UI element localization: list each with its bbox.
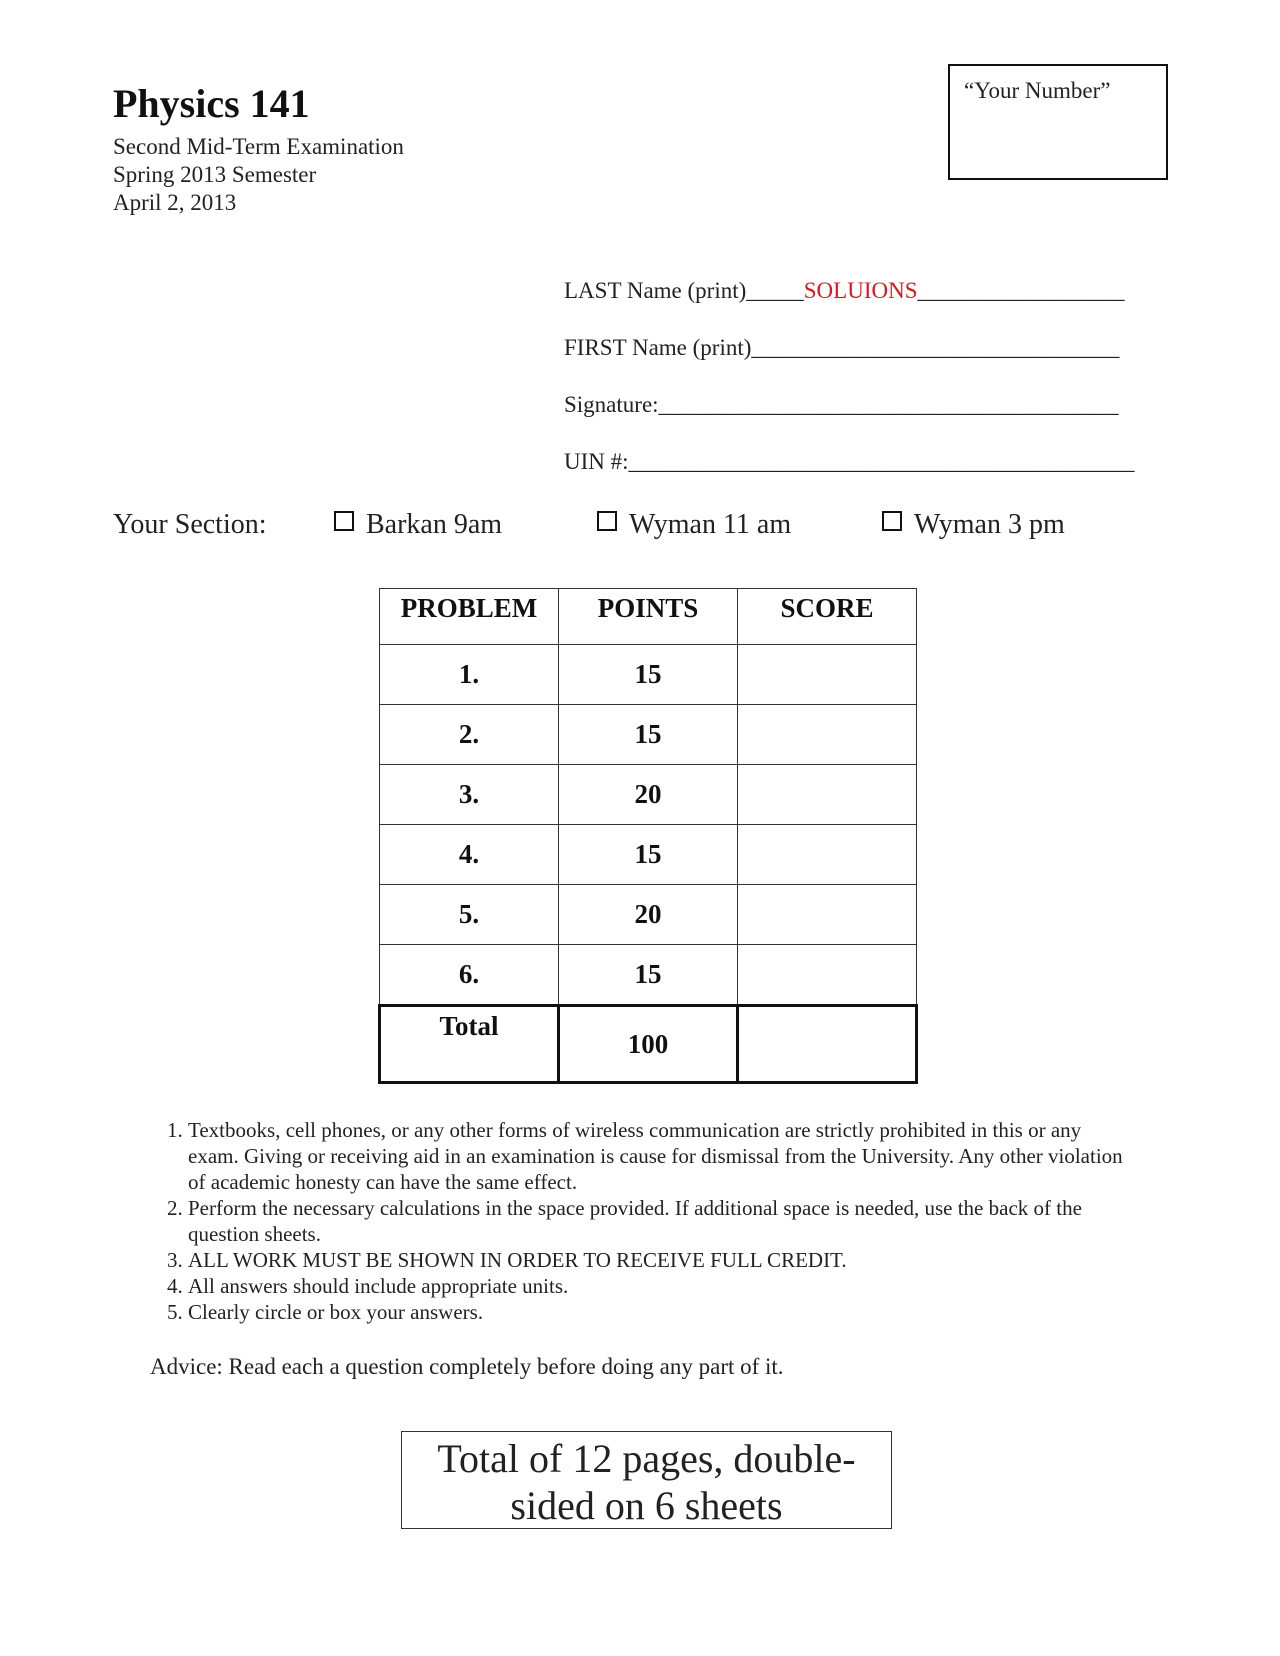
section-option-barkan[interactable] <box>334 511 502 539</box>
header-points: POINTS <box>559 589 738 645</box>
points-cell: 15 <box>559 945 738 1006</box>
total-points: 100 <box>559 1006 738 1083</box>
last-name-field[interactable] <box>564 279 1125 302</box>
points-cell: 15 <box>559 825 738 885</box>
rule-item: 3. ALL WORK MUST BE SHOWN IN ORDER TO RECEIVE FULL CREDIT. <box>188 1247 1130 1273</box>
signature-field[interactable]: Signature:________________________________________ <box>564 392 1119 417</box>
score-cell[interactable] <box>738 885 917 945</box>
checkbox-icon[interactable] <box>334 511 354 531</box>
problem-cell: 2. <box>380 705 559 765</box>
points-cell: 15 <box>559 645 738 705</box>
section-option-wyman-3[interactable] <box>882 511 1065 539</box>
table-row <box>380 825 917 885</box>
exam-title: Physics 141 <box>113 81 310 126</box>
exam-date: April 2, 2013 <box>113 190 237 215</box>
checkbox-icon[interactable] <box>597 511 617 531</box>
rule-item: 1. Textbooks, cell phones, or any other forms of wireless communication are strictly prohibited in this or any exam. Giving or receiving aid in an examination is cause for dismissal from the University. Any other violation of academic honesty can have the same effect. <box>188 1117 1130 1195</box>
exam-semester: Spring 2013 Semester <box>113 162 317 187</box>
rule-item: 2. Perform the necessary calculations in the space provided. If additional space is needed, use the back of the question sheets. <box>188 1195 1130 1247</box>
page-count-line-1: Total of 12 pages, double- <box>437 1436 856 1481</box>
table-row <box>380 945 917 1006</box>
rule-item: 4. All answers should include appropriate units. <box>188 1273 1130 1299</box>
exam-subtitle: Second Mid-Term Examination <box>113 134 404 159</box>
first-name-field[interactable]: FIRST Name (print)________________________________ <box>564 335 1120 360</box>
section-option-wyman-11[interactable] <box>597 511 791 539</box>
your-number-box[interactable] <box>948 64 1168 180</box>
score-cell[interactable] <box>738 705 917 765</box>
problem-cell: 6. <box>380 945 559 1006</box>
score-table <box>378 588 918 1084</box>
score-cell[interactable] <box>738 765 917 825</box>
last-name-value: SOLUIONS <box>803 278 918 303</box>
problem-cell: 1. <box>380 645 559 705</box>
total-score-cell[interactable] <box>738 1006 917 1083</box>
points-cell: 20 <box>559 765 738 825</box>
table-row <box>380 765 917 825</box>
table-row <box>380 705 917 765</box>
last-name-label: LAST Name (print)_____ <box>564 278 804 303</box>
last-name-line: __________________ <box>917 278 1125 303</box>
total-row <box>380 1006 917 1083</box>
header-score: SCORE <box>738 589 917 645</box>
score-cell[interactable] <box>738 945 917 1006</box>
total-label: Total <box>380 1006 559 1083</box>
advice-text: Advice: Read each a question completely before doing any part of it. <box>150 1354 784 1379</box>
section-option-label: Wyman 3 pm <box>914 509 1065 540</box>
uin-field[interactable]: UIN #:____________________________________________ <box>564 449 1135 474</box>
table-row <box>380 885 917 945</box>
page-count-box <box>401 1431 892 1529</box>
problem-cell: 4. <box>380 825 559 885</box>
page-count-line-2: sided on 6 sheets <box>510 1483 783 1528</box>
points-cell: 15 <box>559 705 738 765</box>
points-cell: 20 <box>559 885 738 945</box>
your-number-label: “Your Number” <box>964 78 1111 103</box>
section-option-label: Barkan 9am <box>366 509 503 540</box>
table-row <box>380 645 917 705</box>
score-cell[interactable] <box>738 645 917 705</box>
score-cell[interactable] <box>738 825 917 885</box>
rule-item: 5. Clearly circle or box your answers. <box>188 1299 1130 1325</box>
section-label: Your Section: <box>113 509 267 540</box>
checkbox-icon[interactable] <box>882 511 902 531</box>
table-header-row <box>380 589 917 645</box>
header-problem: PROBLEM <box>380 589 559 645</box>
problem-cell: 3. <box>380 765 559 825</box>
problem-cell: 5. <box>380 885 559 945</box>
section-option-label: Wyman 11 am <box>629 509 792 540</box>
exam-rules <box>150 1117 1130 1325</box>
